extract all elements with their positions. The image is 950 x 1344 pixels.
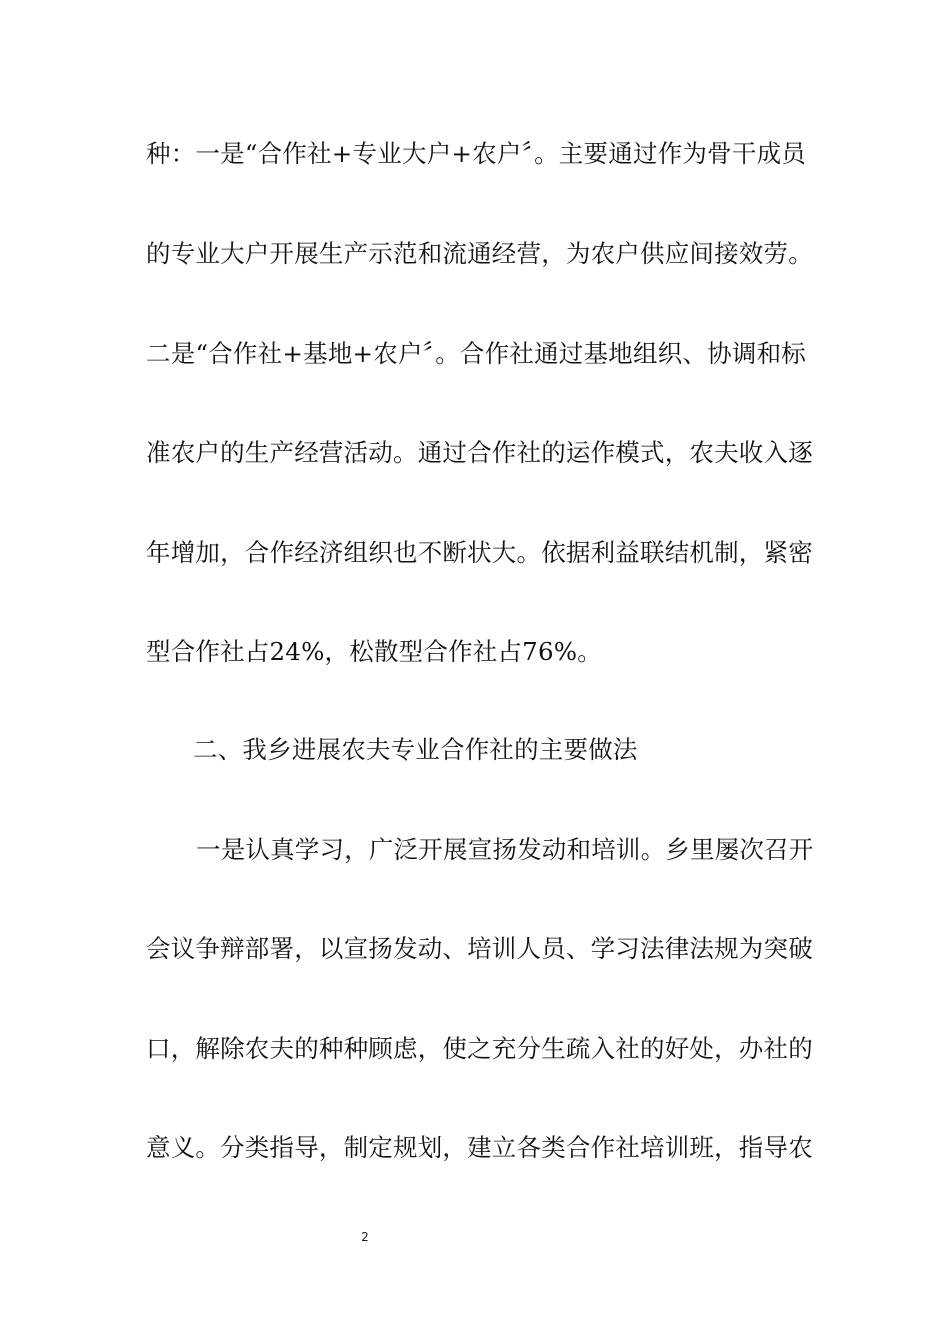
section-heading: 二、我乡进展农夫专业合作社的主要做法 xyxy=(193,735,638,764)
body-text-line: 会议争辩部署，以宣扬发动、培训人员、学习法律法规为突破 xyxy=(146,934,813,963)
body-text-line: 种：一是“合作社+专业大户+农户〞。主要通过作为骨干成员 xyxy=(146,139,806,168)
body-text-line: 准农户的生产经营活动。通过合作社的运作模式，农夫收入逐 xyxy=(146,438,813,467)
body-text-line: 口，解除农夫的种种顾虑，使之充分生疏入社的好处，办社的 xyxy=(146,1034,813,1063)
body-text-line: 型合作社占24%，松散型合作社占76%。 xyxy=(146,637,602,666)
body-text-line: 意义。分类指导，制定规划，建立各类合作社培训班，指导农 xyxy=(146,1133,813,1162)
body-text-line: 一是认真学习，广泛开展宣扬发动和培训。乡里屡次召开 xyxy=(196,835,814,864)
body-text-line: 的专业大户开展生产示范和流通经营，为农户供应间接效劳。 xyxy=(146,239,813,268)
page-number: 2 xyxy=(361,1230,369,1244)
body-text-line: 年增加，合作经济组织也不断状大。依据利益联结机制，紧密 xyxy=(146,538,813,567)
body-text-line: 二是“合作社+基地+农户〞。合作社通过基地组织、协调和标 xyxy=(146,339,806,368)
